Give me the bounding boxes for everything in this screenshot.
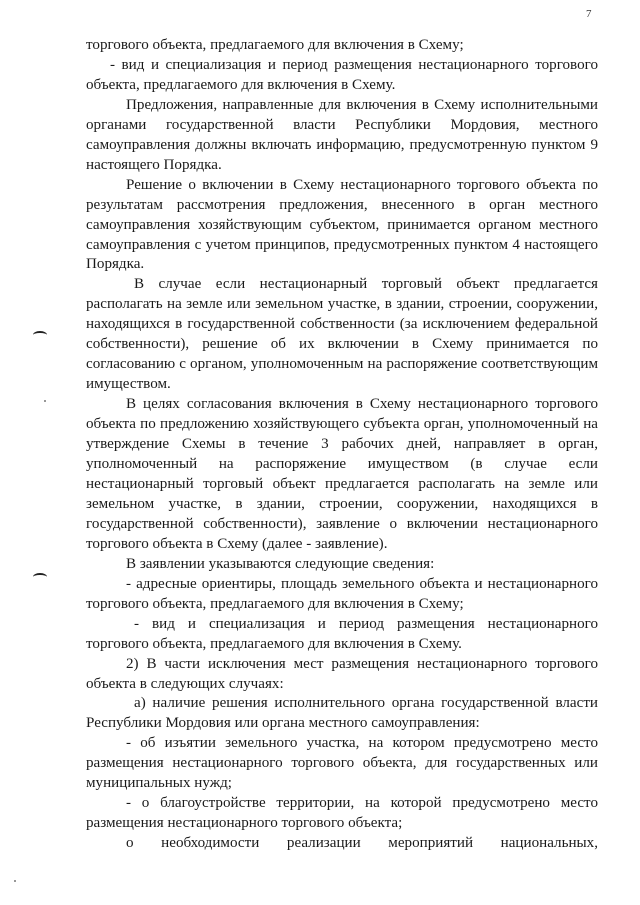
scan-speck — [44, 400, 46, 402]
paragraph: - об изъятии земельного участка, на котором предусмотрено место размещения нестационарного торгового объекта, для государственных или муниципальных нужд; — [86, 735, 598, 792]
scan-speck — [14, 880, 16, 882]
paragraph: о необходимости реализации мероприятий национальных, — [126, 835, 598, 852]
document-body — [86, 36, 598, 854]
paragraph: В случае если нестационарный торговый объект предлагается располагать на земле или земельном участке, в здании, строении, сооружении, находящихся в государственной собственности (за исключением федеральной собственности), решение об их включении в Схему принимается по согласованию с органом, уполномоченным на распоряжение соответствующим имуществом. — [86, 276, 598, 393]
paragraph: - адресные ориентиры, площадь земельного объекта и нестационарного торгового объекта, предлагаемого для включения в Схему; — [86, 575, 598, 612]
paragraph: Предложения, направленные для включения в Схему исполнительными органами государственной власти Республики Мордовия, местного самоуправления должны включать информацию, предусмотренную пунктом 9 настоящего Порядка. — [86, 96, 598, 173]
paragraph: торгового объекта, предлагаемого для включения в Схему; — [86, 37, 464, 53]
paragraph: Решение о включении в Схему нестационарного торгового объекта по результатам рассмотрения предложения, внесенного в орган местного самоуправления хозяйствующим субъектом, принимается органом местного самоуправления с учетом принципов, предусмотренных пунктом 4 настоящего Порядка. — [86, 176, 598, 273]
paragraph: - о благоустройстве территории, на которой предусмотрено место размещения нестационарного торгового объекта; — [86, 795, 598, 832]
paragraph: - вид и специализация и период размещения нестационарного торгового объекта, предлагаемого для включения в Схему. — [86, 56, 598, 93]
paragraph: а) наличие решения исполнительного органа государственной власти Республики Мордовия или органа местного самоуправления: — [86, 695, 598, 732]
margin-mark — [33, 331, 47, 339]
page-number: 7 — [586, 8, 592, 20]
paragraph: В целях согласования включения в Схему нестационарного торгового объекта по предложению хозяйствующего субъекта орган, уполномоченный на утверждение Схемы в течение 3 рабочих дней, направляет в орган, уполномоченный на распоряжение имуществом (в случае если нестационарный торговый объект предлагается располагать на земле или земельном участке, в здании, строении, сооружении, находящихся в государственной собственности), заявление о включении нестационарного торгового объекта в Схему (далее - заявление). — [86, 396, 598, 552]
margin-mark — [33, 573, 47, 581]
paragraph: 2) В части исключения мест размещения нестационарного торгового объекта в следующих случаях: — [86, 655, 598, 692]
paragraph: - вид и специализация и период размещения нестационарного торгового объекта, предлагаемого для включения в Схему. — [86, 615, 598, 652]
paragraph: В заявлении указываются следующие сведения: — [126, 555, 435, 572]
